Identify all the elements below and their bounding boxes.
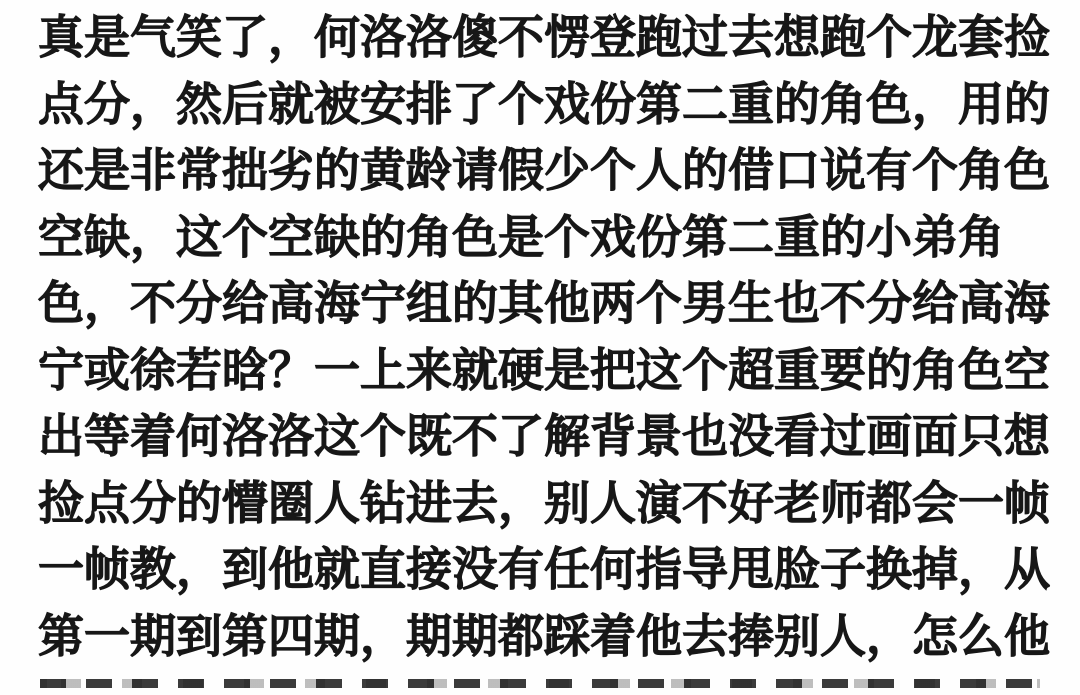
truncated-line-fragments xyxy=(40,679,1040,688)
text-line: 出等着何洛洛这个既不了解背景也没看过画面只想 xyxy=(38,410,1050,462)
text-line: 色，不分给高海宁组的其他两个男生也不分给高海 xyxy=(38,277,1050,329)
text-line: 空缺，这个空缺的角色是个戏份第二重的小弟角 xyxy=(38,210,1004,263)
text-line: 捡点分的懵圈人钻进去，别人演不好老师都会一帧 xyxy=(38,476,1050,529)
text-line: 还是非常拙劣的黄龄请假少个人的借口说有个角色 xyxy=(38,144,1050,196)
post-text-block xyxy=(38,4,1058,669)
text-line: 一帧教，到他就直接没有任何指导甩脸子换掉，从 xyxy=(38,543,1050,595)
text-line: 宁或徐若晗？一上来就硬是把这个超重要的角色空 xyxy=(38,343,1050,396)
text-line: 点分，然后就被安排了个戏份第二重的角色，用的 xyxy=(38,77,1050,130)
text-line: 第一期到第四期，期期都踩着他去捧别人，怎么他 xyxy=(38,609,1050,662)
text-line: 真是气笑了，何洛洛傻不愣登跑过去想跑个龙套捡 xyxy=(38,11,1050,63)
